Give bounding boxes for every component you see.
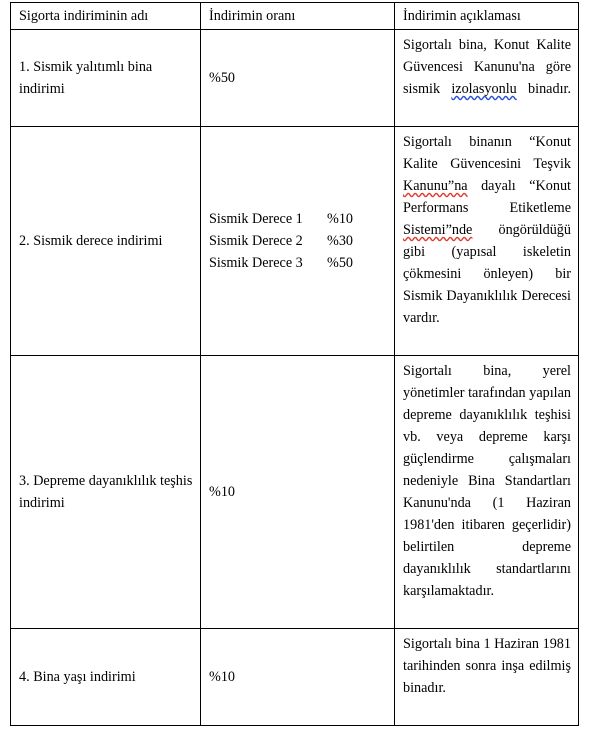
discount-name-cell	[11, 629, 201, 726]
table-row	[11, 629, 579, 726]
discount-description-cell	[395, 356, 579, 629]
description-part: Sigortalı binanın “Konut Kalite Güvencesini Teşvik	[403, 134, 571, 172]
seismic-grade-label: Sismik Derece 2	[209, 233, 303, 249]
description-suffix: binadır.	[516, 81, 571, 97]
spellcheck-underlined-word: izolasyonlu	[451, 81, 517, 97]
spellcheck-underlined-word: Kanunu”na	[403, 178, 468, 194]
table-header	[11, 3, 579, 30]
discount-rate-cell	[201, 30, 395, 127]
insurance-discount-table	[10, 2, 579, 726]
column-header-discount-description: İndirimin açıklaması	[395, 3, 579, 30]
discount-rate-cell	[201, 629, 395, 726]
discount-description-cell	[395, 30, 579, 127]
seismic-grade-value: %50	[327, 255, 354, 271]
seismic-grade-label: Sismik Derece 1	[209, 211, 303, 227]
seismic-grade-list	[209, 208, 387, 274]
table-header-row	[11, 3, 579, 30]
description-prefix: Sigortalı bina, Konut Kalite Güvencesi Kanunu'na göre sismik	[403, 37, 571, 97]
list-item	[209, 208, 387, 230]
discount-description-cell	[395, 127, 579, 356]
discount-name-text: 1. Sismik yalıtımlı bina indirimi	[19, 59, 153, 97]
discount-description-cell	[395, 629, 579, 726]
discount-name-cell	[11, 127, 201, 356]
discount-rate-value: %50	[209, 70, 236, 86]
discount-rate-cell	[201, 356, 395, 629]
discount-description-text	[403, 34, 571, 122]
table-row	[11, 127, 579, 356]
discount-rate-cell	[201, 127, 395, 356]
spellcheck-underlined-word: Sistemi”nde	[403, 222, 473, 238]
discount-rate-value: %10	[209, 669, 236, 685]
column-header-discount-rate: İndirimin oranı	[201, 3, 395, 30]
seismic-grade-label: Sismik Derece 3	[209, 255, 303, 271]
discount-name-text: 2. Sismik derece indirimi	[19, 233, 163, 249]
list-item	[209, 252, 387, 274]
discount-description-text	[403, 131, 571, 351]
table-row	[11, 30, 579, 127]
table-body	[11, 30, 579, 726]
discount-name-text: 3. Depreme dayanıklılık teşhis indirimi	[19, 473, 193, 511]
discount-table-container	[10, 2, 578, 726]
discount-name-cell	[11, 356, 201, 629]
list-item	[209, 230, 387, 252]
seismic-grade-value: %10	[327, 211, 354, 227]
discount-rate-value: %10	[209, 484, 236, 500]
table-row	[11, 356, 579, 629]
discount-description-text: Sigortalı bina, yerel yönetimler tarafından yapılan depreme dayanıklılık teşhisi vb. veya depreme karşı güçlendirme çalışmaları nedeniyle Bina Standartları Kanunu'nda (1 Haziran 1981'den itibaren geçerlidir) belirtilen depreme dayanıklılık standartlarını karşılamaktadır.	[403, 363, 571, 599]
discount-name-text: 4. Bina yaşı indirimi	[19, 669, 136, 685]
discount-description-text: Sigortalı bina 1 Haziran 1981 tarihinden sonra inşa edilmiş binadır.	[403, 636, 571, 696]
seismic-grade-value: %30	[327, 233, 354, 249]
description-part: dayalı “Konut Performans Etiketleme	[403, 178, 571, 216]
column-header-discount-name: Sigorta indiriminin adı	[11, 3, 201, 30]
description-part: öngörüldüğü gibi (yapısal iskeletin çökmesini önleyen) bir Sismik Dayanıklılık Derecesi vardır.	[403, 222, 571, 326]
discount-name-cell	[11, 30, 201, 127]
